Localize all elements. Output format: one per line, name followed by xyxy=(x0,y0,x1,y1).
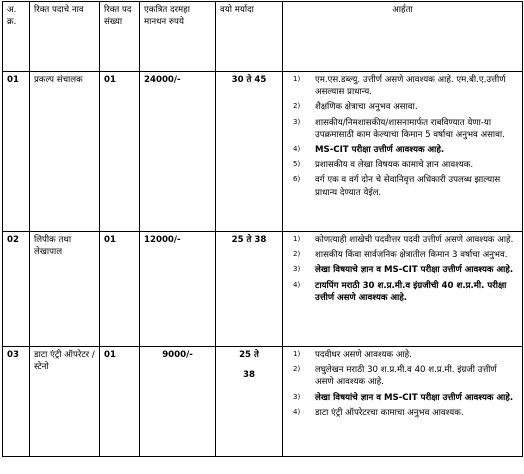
row-sr: 03 xyxy=(3,347,30,457)
header-age: वयो मर्यादा xyxy=(216,2,283,72)
list-item: 1) पदवीधर असणे आवश्यक आहे. xyxy=(293,350,412,360)
list-item: 3) लेखा विषयांचे ज्ञान व MS-CIT परीक्षा उत्तीर्ण आवश्यक आहे. xyxy=(293,392,514,403)
table-row xyxy=(3,72,523,232)
row-count: 01 xyxy=(100,232,140,347)
list-item: 5) प्रशासकीय व लेखा विषयक कामाचे ज्ञान आवश्यक. xyxy=(293,160,474,171)
table-header-row xyxy=(3,2,523,72)
row-age-line1: 25 ते xyxy=(239,350,259,360)
header-sr: अ. क्र. xyxy=(3,2,30,72)
row-qualifications xyxy=(283,72,523,232)
row-age: 25 ते 38 xyxy=(216,232,283,347)
row-post: लिपीक तथा लेखापाल xyxy=(30,232,100,347)
list-item: 2) शासकीय किंवा सार्वजनिक क्षेत्रातील किमान 3 वर्षाचा अनुभव. xyxy=(293,250,508,261)
row-count: 01 xyxy=(100,72,140,232)
header-post: रिक्त पदाचे नाव xyxy=(30,2,100,72)
table-row xyxy=(3,232,523,347)
row-age: 30 ते 45 xyxy=(216,72,283,232)
row-age-line2: 38 xyxy=(243,370,255,381)
list-item: 1) एम.एस.डब्ल्यु. उत्तीर्ण असणे आवश्यक आहे. एम.बी.ए.उत्तीर्ण असल्यास प्राधान्य. xyxy=(293,75,506,98)
row-count: 01 xyxy=(100,347,140,457)
row-qualifications xyxy=(283,347,523,457)
row-post: प्रकल्प संचालक xyxy=(30,72,100,232)
list-item: 4) डाटा एंट्री ऑपरेटरचा कामाचा अनुभव आवश्यक. xyxy=(293,407,464,418)
row-qualifications xyxy=(283,232,523,347)
list-item: 4) टायपिंग मराठी 30 श.प्र.मी.व इंग्रजीची 40 श.प्र.मी. परीक्षा उत्तीर्ण असणे आवश्यक आहे. xyxy=(293,280,507,303)
row-post: डाटा एंट्री ऑपरेटर / स्टेनो xyxy=(30,347,100,457)
table-row xyxy=(3,347,523,457)
list-item: 2) लघुलेखन मराठी 30 श.प्र.मी.व 40 श.प्र.मी. इंग्रजी उत्तीर्ण असणे आवश्यक आहे. xyxy=(293,365,497,388)
header-qualification: आर्हता xyxy=(283,2,523,72)
list-item: 1) कोणत्याही शाखेची पदवीत्तर पदवी उत्तीर्ण असणे आवश्यक आहे. xyxy=(293,235,514,245)
list-item: 6) वर्ग एक व वर्ग दोन चे सेवानिवृत्त अधिकारी उपलब्ध झाल्यास प्राधान्य देण्यात येईल. xyxy=(293,175,501,198)
vacancy-table xyxy=(2,1,523,457)
row-salary: 9000/- xyxy=(140,347,216,457)
row-sr: 02 xyxy=(3,232,30,347)
row-salary: 24000/- xyxy=(140,72,216,232)
row-sr: 01 xyxy=(3,72,30,232)
header-count: रिक्त पद संख्या xyxy=(100,2,140,72)
list-item: 2) शैक्षणिक क्षेत्राचा अनुभव असावा. xyxy=(293,102,418,113)
row-age xyxy=(216,347,283,457)
header-salary: एकत्रित दरमहा मानधन रुपये xyxy=(140,2,216,72)
list-item: 3) शासकीय/निमशासकीय/शासनामार्फत राबविण्यात येणा-या उपक्रमासाठी काम केल्याचा किमान 5 वर्षाचा अनुभव असावा. xyxy=(293,117,505,140)
list-item: 3) लेखा विषयाचे ज्ञान व MS-CIT परीक्षा उत्तीर्ण आवश्यक आहे. xyxy=(293,265,514,276)
list-item: 4) MS-CIT परीक्षा उत्तीर्ण आवश्यक आहे. xyxy=(293,145,445,156)
row-salary: 12000/- xyxy=(140,232,216,347)
